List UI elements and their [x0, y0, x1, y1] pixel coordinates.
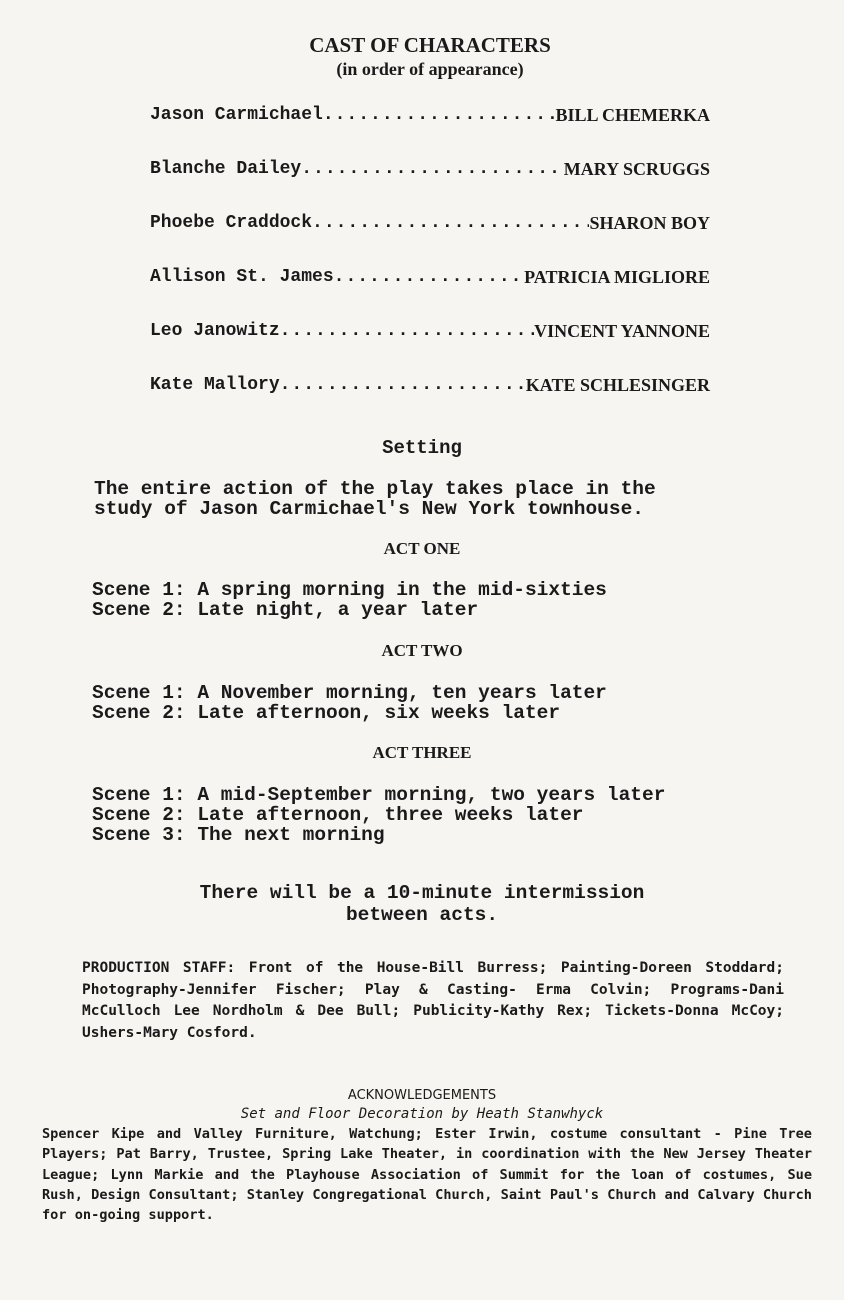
act-one-heading: ACT ONE [383, 539, 461, 558]
scene-line: Scene 1: A November morning, ten years later [92, 682, 607, 704]
cast-role: Phoebe Craddock [150, 213, 313, 233]
cast-actor: MARY SCRUGGS [563, 159, 710, 179]
dot-leader [301, 154, 564, 184]
dot-leader [280, 316, 535, 346]
cast-row [150, 262, 710, 316]
cast-role: Kate Mallory [150, 375, 280, 395]
cast-actor: KATE SCHLESINGER [525, 375, 710, 395]
set-decoration-credit: Set and Floor Decoration by Heath Stanwhyck [240, 1106, 604, 1122]
dot-leader [280, 370, 526, 400]
cast-role: Jason Carmichael [150, 105, 323, 125]
act-three-scenes [92, 785, 812, 845]
cast-row [150, 208, 710, 262]
cast-actor: BILL CHEMERKA [555, 105, 710, 125]
cast-role: Blanche Dailey [150, 159, 302, 179]
intermission-line: There will be a 10-minute intermission [199, 882, 645, 904]
cast-title-block [0, 32, 844, 80]
cast-list [150, 100, 710, 424]
scene-line: Scene 3: The next morning [92, 824, 385, 846]
page-title: CAST OF CHARACTERS [309, 33, 551, 57]
dot-leader [323, 100, 556, 130]
cast-row [150, 316, 710, 370]
scene-line: Scene 2: Late night, a year later [92, 599, 479, 621]
cast-row [150, 370, 710, 424]
cast-row [150, 154, 710, 208]
cast-row [150, 100, 710, 154]
act-two-scenes [92, 683, 812, 723]
dot-leader [334, 262, 525, 292]
scene-line: Scene 2: Late afternoon, three weeks later [92, 804, 584, 826]
scene-line: Scene 2: Late afternoon, six weeks later [92, 702, 561, 724]
cast-actor: SHARON BOY [589, 213, 710, 233]
cast-role: Allison St. James [150, 267, 334, 287]
cast-actor: PATRICIA MIGLIORE [524, 267, 710, 287]
act-three-heading: ACT THREE [372, 743, 472, 762]
act-one-scenes [92, 580, 812, 620]
acknowledgements-text: Spencer Kipe and Valley Furniture, Watchung; Ester Irwin, costume consultant - Pine Tree Players; Pat Barry, Trustee, Spring Lake Theater, in coordination with the New Jersey Theater League; Lynn Markie and the Playhouse Association of Summit for the loan of costumes, Sue Rush, Design Consultant; Stanley Congregational Church, Saint Paul's Church and Calvary Church for on-going support. [42, 1126, 812, 1224]
production-staff: PRODUCTION STAFF: Front of the House-Bill Burress; Painting-Doreen Stoddard; Photography-Jennifer Fischer; Play & Casting- Erma Colvin; Programs-Dani McCulloch Lee Nordholm & Dee Bull; Publicity-Kathy Rex; Tickets-Donna McCoy; Ushers-Mary Cosford. [82, 960, 784, 1041]
act-two-heading: ACT TWO [381, 641, 463, 660]
scene-line: Scene 1: A spring morning in the mid-sixties [92, 579, 607, 601]
setting-heading: Setting [382, 437, 462, 459]
cast-role: Leo Janowitz [150, 321, 280, 341]
intermission-note [0, 882, 844, 926]
page-subtitle: (in order of appearance) [336, 59, 524, 79]
cast-actor: VINCENT YANNONE [534, 321, 710, 341]
scene-line: Scene 1: A mid-September morning, two years later [92, 784, 666, 806]
acknowledgements-heading: ACKNOWLEDGEMENTS [347, 1088, 497, 1103]
dot-leader [312, 208, 589, 238]
setting-description: The entire action of the play takes place in the study of Jason Carmichael's New York townhouse. [94, 478, 656, 520]
intermission-line: between acts. [345, 904, 499, 926]
